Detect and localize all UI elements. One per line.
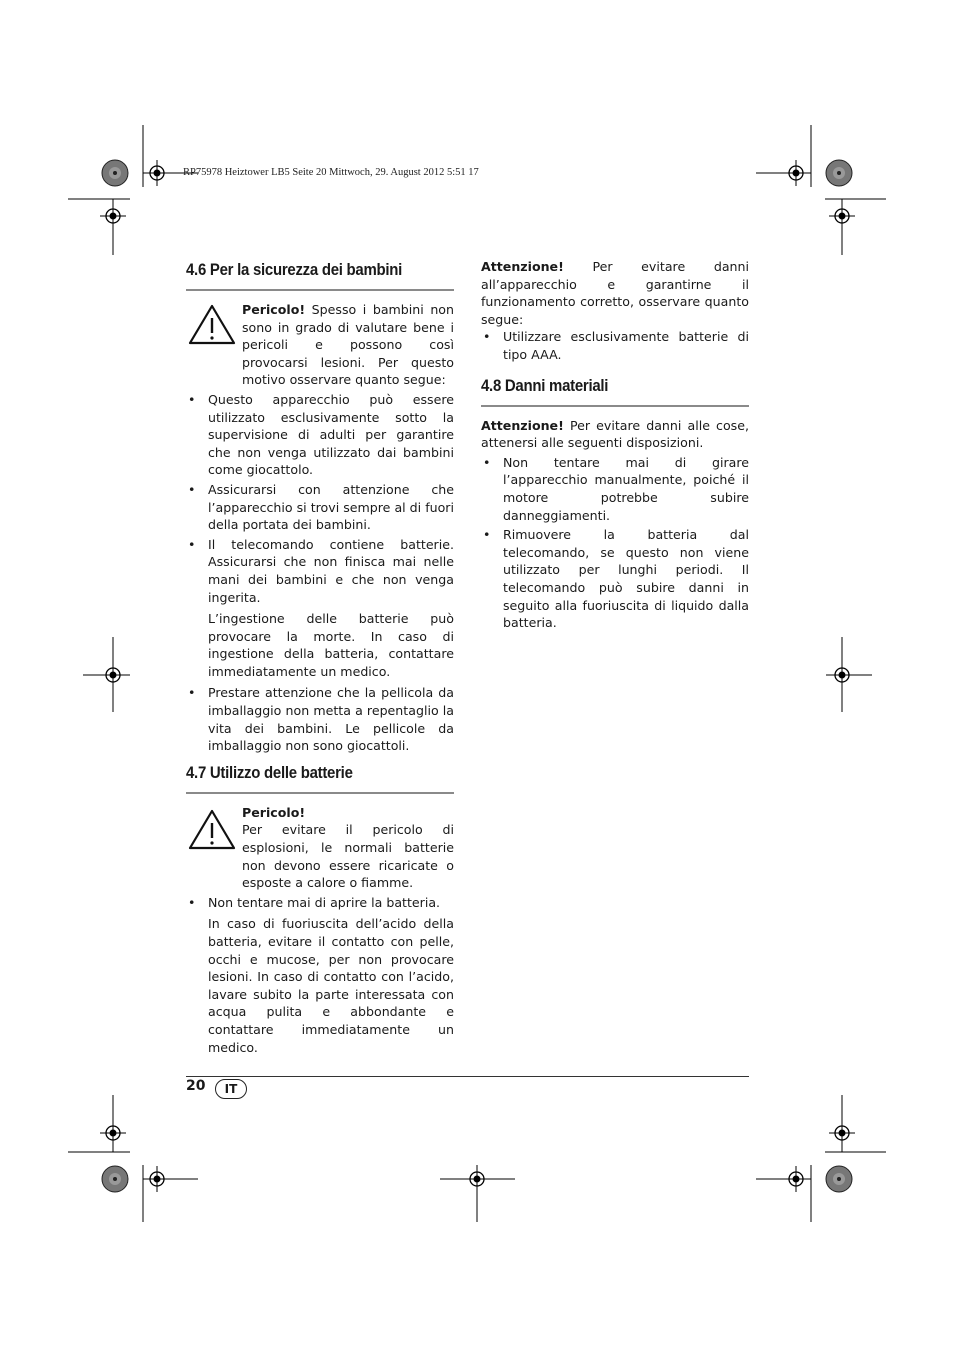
battery-ingestion-note: L’ingestione delle batterie può provocare la morte. In caso di ingestione della batteria, contattare immediatamente un medico.	[208, 611, 454, 679]
attention-notice: Attenzione! Per evitare danni alle cose, attenersi alle seguenti disposizioni.	[481, 417, 749, 451]
section-divider	[186, 792, 454, 794]
section-divider	[186, 289, 454, 291]
section-4-7-title: 4.7 Utilizzo delle batterie	[186, 762, 353, 782]
left-column	[186, 258, 454, 1056]
list-item: • Rimuovere la batteria dal telecomando, se questo non viene utilizzato per lunghi periodi. Il telecomando può subire danni in seguito alla fuoriuscita di liquido dalla batteria.	[483, 527, 749, 631]
footer-rule	[186, 1076, 749, 1077]
danger-text: Per evitare il pericolo di esplosioni, le normali batterie non devono essere ricaricate o esposte a calore o fiamme.	[242, 822, 454, 891]
attention-notice: Attenzione! Per evitare danni all’apparecchio e garantirne il funzionamento corretto, osservare quanto segue:	[481, 259, 749, 327]
page-number: 20	[186, 1078, 206, 1094]
list-item: • Assicurarsi con attenzione che l’apparecchio si trovi sempre al di fuori della portata dei bambini.	[188, 481, 454, 533]
warning-triangle-icon	[188, 303, 236, 345]
list-item: • Non tentare mai di girare l’apparecchio manualmente, poiché il motore potrebbe subire danneggiamenti.	[483, 454, 749, 523]
list-item: • Questo apparecchio può essere utilizzato esclusivamente sotto la supervisione di adulti per garantire che non venga utilizzato dai bambini come giocattolo.	[188, 391, 454, 478]
danger-label: Pericolo!	[242, 302, 306, 317]
acid-leak-note: In caso di fuoriuscita dell’acido della batteria, evitare il contatto con pelle, occhi e mucose, per non provocare lesioni. In caso di contatto con l’acido, lavare subito la parte interessata con acqua pulita e abbondante e contattare immediatamente un medico.	[208, 916, 454, 1055]
list-item: • Non tentare mai di aprire la batteria.	[188, 894, 441, 910]
language-badge: IT	[215, 1079, 247, 1099]
danger-notice	[186, 301, 454, 389]
child-safety-list	[186, 391, 454, 606]
list-item: • Prestare attenzione che la pellicola da imballaggio non metta a repentaglio la vita dei bambini. Le pellicole da imballaggio non sono giocattoli.	[188, 685, 454, 754]
section-4-8-title: 4.8 Danni materiali	[481, 375, 609, 395]
section-divider	[481, 405, 749, 407]
attention-label: Attenzione!	[481, 417, 564, 433]
warning-triangle-icon	[188, 808, 236, 850]
attention-label: Attenzione!	[481, 259, 564, 274]
right-column	[481, 258, 749, 632]
print-header: RP75978 Heiztower LB5 Seite 20 Mittwoch, 29. August 2012 5:51 17	[183, 167, 479, 178]
list-item: • Il telecomando contiene batterie. Assicurarsi che non finisca mai nelle mani dei bambini e che non venga ingerita.	[188, 536, 454, 605]
list-item: • Utilizzare esclusivamente batterie di tipo AAA.	[483, 329, 749, 362]
danger-label: Pericolo!	[242, 804, 306, 820]
danger-text: Spesso i bambini non sono in grado di valutare bene i pericoli e possono così provocarsi lesioni. Per questo motivo osservare quanto segue:	[242, 302, 454, 388]
section-4-6-title: 4.6 Per la sicurezza dei bambini	[186, 260, 403, 279]
danger-notice	[186, 804, 454, 892]
